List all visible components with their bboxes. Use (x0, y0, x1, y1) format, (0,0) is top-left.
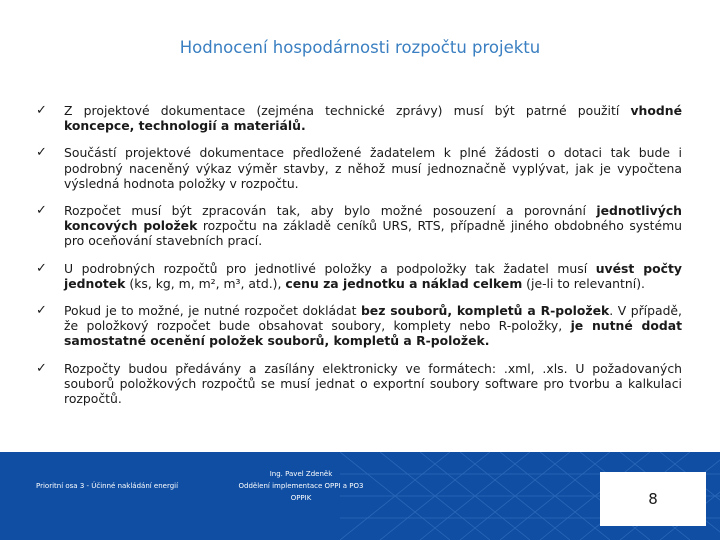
bullet-text: (je-li to relevantní). (522, 275, 645, 291)
bullet-item (36, 261, 682, 291)
checkmark-icon: ✓ (36, 103, 47, 118)
bullet-text: (ks, kg, m, m², m³, atd.), (125, 275, 286, 291)
bullet-list (36, 103, 682, 418)
footer-band (0, 452, 720, 540)
bullet-emphasis: uvést počty jednotek (64, 260, 682, 291)
footer-priority-axis: Prioritní osa 3 - Účinné nakládání energií (36, 482, 179, 490)
bullet-text: Součástí projektové dokumentace předložené žadatelem k plné žádosti o dotaci tak bude i podrobný naceněný výkaz výměr stavby, z něhož musí jednoznačně vyplývat, jak je vypočtena výsledná hodnota položky v rozpočtu. (64, 145, 682, 191)
bullet-item (36, 145, 682, 191)
bullet-item (36, 203, 682, 249)
bullet-text: Z (64, 103, 84, 118)
checkmark-icon: ✓ (36, 203, 47, 219)
bullet-emphasis: jednotlivých koncových položek (64, 203, 682, 234)
bullet-text: dokumentace (zejména technické zprávy) musí být patrné použití (149, 103, 631, 118)
bullet-text: Pokud je to možné, je nutné rozpočet dokládat (64, 303, 361, 319)
bullet-item (36, 361, 682, 407)
footer-author (228, 468, 374, 504)
checkmark-icon: ✓ (36, 145, 47, 161)
checkmark-icon: ✓ (36, 303, 47, 319)
bullet-text: projektové (83, 103, 150, 118)
bullet-emphasis: vhodné koncepce, technologií a materiálů. (64, 103, 682, 134)
bullet-text: U podrobných rozpočtů pro jednotlivé položky a podpoložky tak žadatel musí (64, 260, 596, 276)
footer-program: OPPIK (290, 494, 312, 502)
bullet-text: Rozpočty budou předávány a zasílány elektronicky ve formátech: .xml, .xls. U požadovaných souborů položkových rozpočtů se musí jednat o exportní soubory software pro tvorbu a kalkulaci rozpočtů. (64, 360, 682, 407)
bullet-emphasis: je nutné dodat samostatné ocenění položek souborů, kompletů a R-položek. (64, 318, 683, 349)
bullet-text: Rozpočet musí být zpracován tak, aby bylo možné posouzení a porovnání (64, 203, 597, 219)
slide-title: Hodnocení hospodárnosti rozpočtu projektu (179, 38, 541, 57)
bullet-text: . V případě, že položkový rozpočet bude obsahovat soubory, komplety nebo R-položky, (64, 303, 682, 334)
page-number: 8 (600, 472, 706, 526)
bullet-emphasis: bez souborů, kompletů a R-položek (360, 303, 610, 319)
bullet-item (36, 103, 682, 133)
bullet-emphasis: cenu za jednotku a náklad celkem (285, 275, 523, 291)
footer-author-name: Ing. Pavel Zdeněk (269, 470, 333, 478)
checkmark-icon: ✓ (36, 260, 47, 276)
footer-department: Oddělení implementace OPPI a PO3 (238, 482, 364, 490)
bullet-item (36, 303, 682, 349)
checkmark-icon: ✓ (36, 360, 47, 376)
bullet-text: rozpočtu na základě ceníků URS, RTS, případně jiného obdobného systému pro oceňování stavebních prací. (64, 218, 682, 249)
